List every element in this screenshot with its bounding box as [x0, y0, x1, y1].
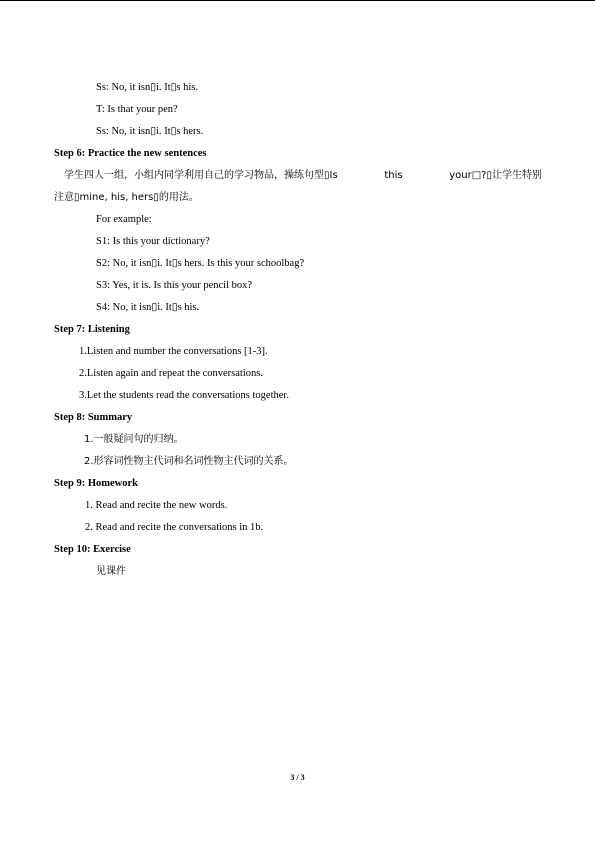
- dialogue-line: Ss: No, it isn▯i. It▯s his.: [96, 82, 198, 93]
- step6-paragraph-line2: 注意▯mine, his, hers▯的用法。: [54, 192, 199, 203]
- step6-paragraph-line1: [64, 169, 542, 182]
- example-line: S2: No, it isn▯i. It▯s hers. Is this your schoolbag?: [96, 258, 305, 269]
- step9-heading: Step 9: Homework: [54, 478, 138, 489]
- listening-item: 3.Let the students read the conversations together.: [79, 390, 289, 401]
- paragraph-segment: your□?▯让学生特别: [449, 170, 542, 181]
- page-number: 3 / 3: [290, 773, 305, 782]
- step8-heading: Step 8: Summary: [54, 412, 133, 423]
- step7-heading: Step 7: Listening: [54, 324, 130, 335]
- paragraph-segment: this: [384, 170, 403, 181]
- summary-item: 2.形容词性物主代词和名词性物主代词的关系。: [84, 456, 294, 467]
- summary-item: 1.一般疑问句的归纳。: [84, 434, 184, 445]
- paragraph-segment: 学生四人一组，小组内同学利用自己的学习物品，操练句型▯Is: [64, 170, 338, 181]
- example-label: For example:: [96, 214, 152, 225]
- example-line: S4: No, it isn▯i. It▯s his.: [96, 302, 200, 313]
- step10-heading: Step 10: Exercise: [54, 544, 131, 555]
- top-border-line: [0, 0, 595, 1]
- listening-item: 1.Listen and number the conversations [1-3].: [79, 346, 268, 357]
- example-line: S3: Yes, it is. Is this your pencil box?: [96, 280, 253, 291]
- step6-heading: Step 6: Practice the new sentences: [54, 148, 207, 159]
- dialogue-line: Ss: No, it isn▯i. It▯s hers.: [96, 126, 204, 137]
- homework-item: 2. Read and recite the conversations in 1b.: [85, 522, 264, 533]
- homework-item: 1. Read and recite the new words.: [85, 500, 228, 511]
- dialogue-line: T: Is that your pen?: [96, 104, 178, 115]
- exercise-text: 见课件: [96, 566, 126, 577]
- example-line: S1: Is this your dictionary?: [96, 236, 210, 247]
- listening-item: 2.Listen again and repeat the conversations.: [79, 368, 263, 379]
